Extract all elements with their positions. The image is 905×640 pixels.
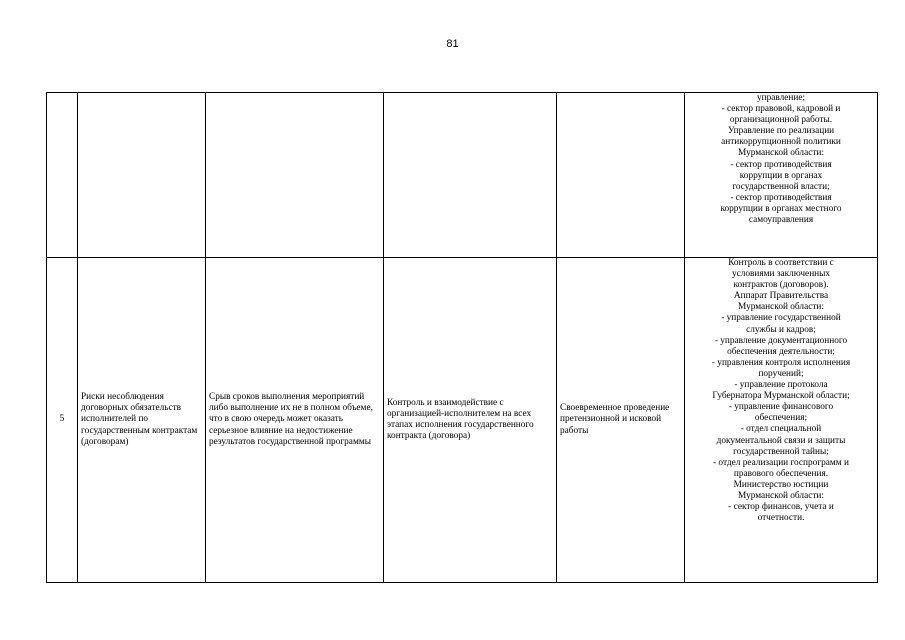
responsible-line: - управление документационного [714,335,848,346]
responsible-line: Аппарат Правительства [733,291,829,302]
responsible-line: отчетности. [757,513,805,524]
responsible-line: документальной связи и защиты [716,435,846,446]
responsible-line: организационной работы. [729,115,833,126]
responsible-line: антикоррупционной политики [721,137,841,148]
responsible-line: Контроль в соответствии с [728,258,834,268]
responsible-line: - сектор правовой, кадровой и [721,104,841,115]
responsible-line: - управление финансового [728,402,834,413]
cell-responsible [685,258,878,583]
table-row-continuation [47,93,878,258]
responsible-line: Мурманской области: [738,490,824,501]
page-number: 81 [446,38,459,50]
cell-responsible-continuation [685,93,878,258]
responsible-line: Губернатора Мурманской области; [712,391,850,402]
responsible-line: коррупции в органах местного [720,203,842,214]
responsible-line: обеспечения деятельности; [727,346,835,357]
responsible-line: - сектор противодействия [730,192,832,203]
responsible-line: Управление по реализации [727,126,835,137]
risk-table [46,92,878,583]
responsible-line: - управление государственной [721,313,841,324]
cell-result-empty [557,93,685,258]
responsible-line: - отдел реализации госпрограмм и [713,457,849,468]
responsible-line: условиями заключенных [731,269,831,280]
cell-result: Своевременное проведение претензионной и исковой работы [557,258,685,583]
responsible-line: контрактов (договоров). [733,280,829,291]
cell-number-empty [47,93,78,258]
cell-measure: Контроль и взаимодействие с организацией-исполнителем на всех этапах исполнения государственного контракта (договора) [384,258,557,583]
cell-number: 5 [47,258,78,583]
responsible-line: Мурманской области: [738,302,824,313]
responsible-line: - отдел специальной [740,424,822,435]
cell-risk-empty [78,93,206,258]
responsible-line: коррупции в органах [739,170,823,181]
cell-risk: Риски несоблюдения договорных обязательств исполнителей по государственным контрактам (договорам) [78,258,206,583]
responsible-line: государственной власти; [732,181,830,192]
cell-reason: Срыв сроков выполнения мероприятий либо выполнение их не в полном объеме, что в свою очередь может оказать серьезное влияние на недостижение результатов государственной программы [206,258,384,583]
responsible-line: - управления контроля исполнения [711,357,851,368]
responsible-line: Мурманской области: [738,148,824,159]
responsible-line: управление; [756,93,806,103]
responsible-line: поручений; [758,368,804,379]
responsible-line: - сектор финансов, учета и [728,502,834,513]
responsible-line: службы и кадров; [746,324,816,335]
cell-measure-empty [384,93,557,258]
responsible-line: Министерство юстиции [733,479,829,490]
responsible-line: самоуправления [748,215,814,226]
cell-reason-empty [206,93,384,258]
responsible-line: - сектор противодействия [730,159,832,170]
responsible-line: правового обеспечения. [733,468,829,479]
responsible-line: обеспечения; [754,413,808,424]
responsible-line: государственной тайны; [733,446,829,457]
table-row-5 [47,258,878,583]
responsible-line: - управление протокола [734,380,828,391]
